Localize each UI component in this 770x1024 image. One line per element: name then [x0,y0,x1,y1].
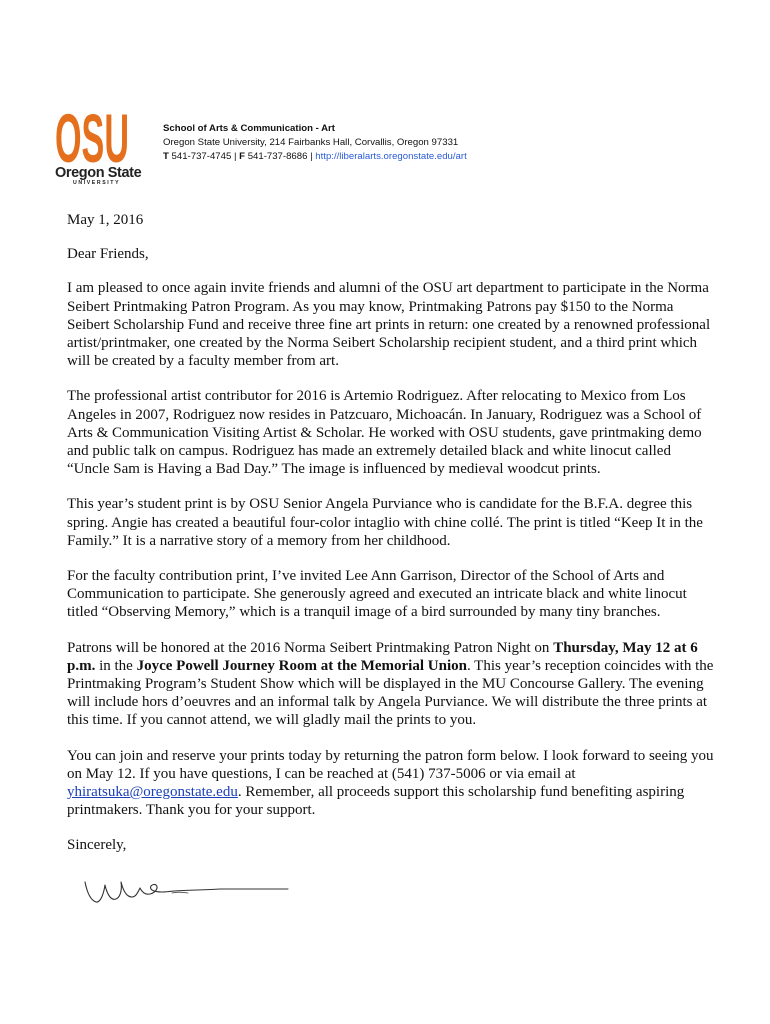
paragraph-professional-artist: The professional artist contributor for 2016 is Artemio Rodriguez. After relocating to Mexico from Los Angeles in 2007, Rodriguez now resides in Patzcuaro, Michoacán. In January, Rodriguez was a School of Arts & Communication Visiting Artist & Scholar. He worked with OSU students, gave printmaking demo and public talk on campus. Rodriguez has made an extremely detailed black and white linocut called “Uncle Sam is Having a Bad Day.” The image is influenced by medieval woodcut prints. [67,388,702,478]
website-link[interactable]: http://liberalarts.oregonstate.edu/art [315,151,467,162]
separator: | [233,151,237,162]
paragraph-join [67,747,717,820]
email-link[interactable]: yhiratsuka@oregonstate.edu [67,784,238,801]
letter-date: May 1, 2016 [67,212,144,228]
paragraph-invitation: I am pleased to once again invite friends and alumni of the OSU art department to participate in the Norma Seibert Printmaking Patron Program. As you may know, Printmaking Patrons pay $150 to the Norma Seibert Scholarship Fund and receive three fine art prints in return: one created by a renowned professional artist/printmaker, one created by the Norma Seibert Scholarship recipient student, and a third print which will be created by a faculty member from art. [67,280,711,370]
letter-body [67,211,717,855]
event-location: Joyce Powell Journey Room at the Memorial Union [136,657,467,674]
address: Oregon State University, 214 Fairbanks Hall, Corvallis, Oregon 97331 [163,137,459,148]
paragraph-student-print: This year’s student print is by OSU Senior Angela Purviance who is candidate for the B.F.A. degree this spring. Angie has created a beautiful four-color intaglio with chine collé. The print is titled “Keep It in the Family.” It is a narrative story of a memory from her childhood. [67,496,703,549]
text-segment: Patrons will be honored at the 2016 Norma Seibert Printmaking Patron Night on [67,639,554,656]
logo-name: Oregon State [55,165,142,181]
text-segment: . This year’s reception coincides with the Printmaking Program’s Student Show which will be displayed in the MU Concourse Gallery. The evening will include hors d’oeuvres and an informal talk by Angela Purviance. We will distribute the three prints at this time. If you cannot attend, we will gladly mail the prints to you. [67,657,714,729]
closing: Sincerely, [67,837,127,854]
text-segment: in the [95,657,137,674]
greeting: Dear Friends, [67,246,149,263]
osu-logo [55,107,142,186]
school-name: School of Arts & Communication - Art [163,123,335,134]
contact-line [163,150,467,164]
signature [80,868,295,918]
text-segment: . Remember, all proceeds support this scholarship fund benefiting aspiring printmakers. Thank you for your support. [67,784,685,819]
letterhead-info [163,122,467,164]
paragraph-faculty-print: For the faculty contribution print, I’ve invited Lee Ann Garrison, Director of the School of Arts and Communication to participate. She generously agreed and executed an intricate black and white linocut titled “Observing Memory,” which is a tranquil image of a bird surrounded by many tiny branches. [67,568,687,621]
phone: 541-737-4745 [171,151,232,162]
event-datetime: Thursday, May 12 at 6 p.m. [67,639,698,674]
osu-logo-mark [55,107,129,164]
svg-text:OSU: OSU [55,107,129,164]
fax: 541-737-8686 [247,151,308,162]
text-segment: You can join and reserve your prints today by returning the patron form below. I look forward to seeing you on May 12. If you have questions, I can be reached at (541) 737-5006 or via email at [67,747,714,782]
fax-label: F [239,151,246,162]
separator: | [310,151,313,162]
logo-university: UNIVERSITY [73,180,121,186]
paragraph-patron-night [67,639,717,730]
phone-label: T [163,151,169,162]
